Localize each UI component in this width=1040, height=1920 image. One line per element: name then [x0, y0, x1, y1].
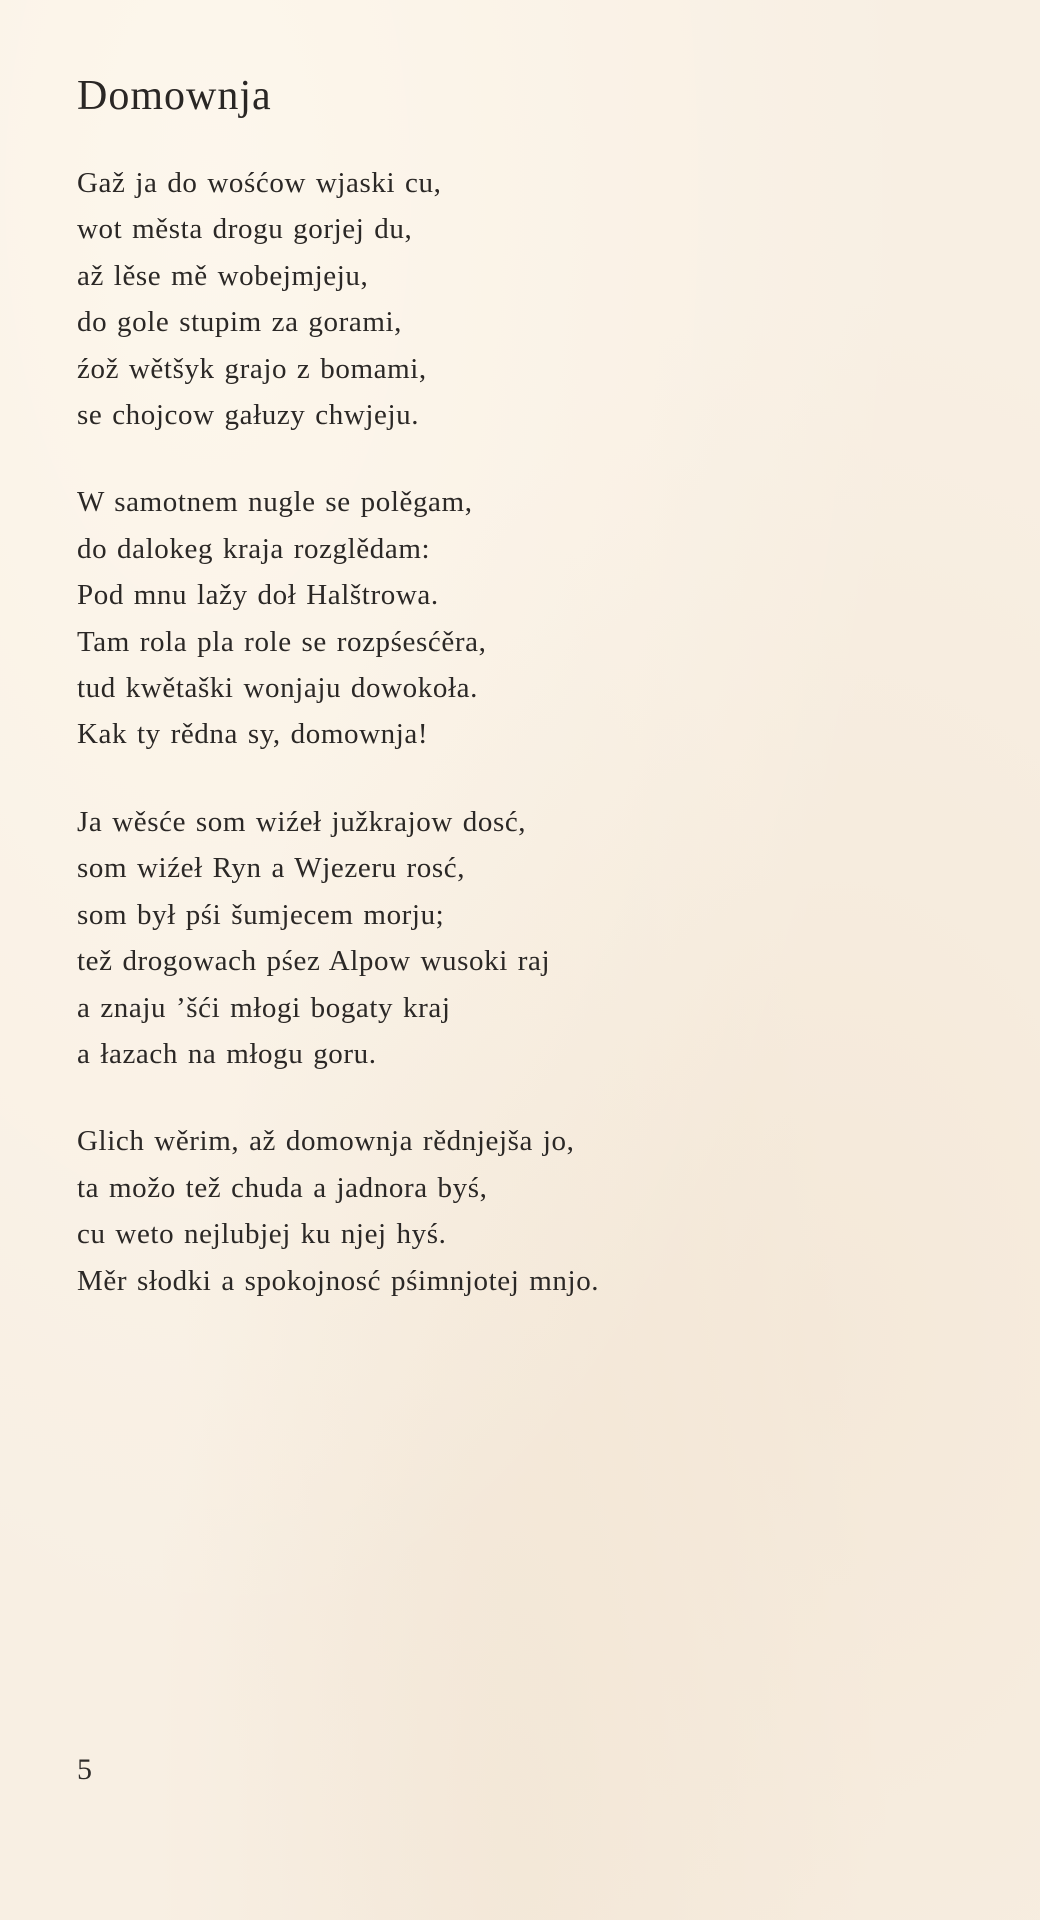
poem-line: som był pśi šumjecem morju;	[77, 898, 445, 931]
poem-line: Ja wěsće som wiźeł južkrajow dosć,	[77, 805, 527, 838]
poem-line: Kak ty rědna sy, domownja!	[77, 718, 429, 751]
poem-line: se chojcow gałuzy chwjeju.	[77, 399, 420, 432]
poem-line: do dalokeg kraja rozglědam:	[77, 532, 431, 565]
poem-line: W samotnem nugle se polěgam,	[77, 486, 473, 519]
stanza-4	[77, 1118, 599, 1304]
poem-line: Glich wěrim, až domownja rědnjejša jo,	[77, 1125, 575, 1158]
poem-line: Měr słodki a spokojnosć pśimnjotej mnjo.	[77, 1264, 600, 1297]
poem-line: cu weto nejlubjej ku njej hyś.	[77, 1218, 447, 1251]
poem-line: tud kwětaški wonjaju dowokoła.	[77, 672, 478, 705]
poem-line: źož wětšyk grajo z bomami,	[77, 352, 427, 385]
poem-line: a łazach na młogu goru.	[77, 1037, 377, 1070]
stanza-3	[77, 799, 599, 1077]
poem-line: až lěse mě wobejmjeju,	[77, 259, 369, 292]
poem-line: ta možo tež chuda a jadnora byś,	[77, 1171, 488, 1204]
poem-line: Pod mnu lažy doł Halštrowa.	[77, 579, 439, 612]
poem-title: Domownja	[77, 73, 272, 119]
stanza-1	[77, 160, 599, 438]
poem-line: Gaž ja do wośćow wjaski cu,	[77, 167, 442, 199]
poem-line: wot města drogu gorjej du,	[77, 213, 413, 246]
poem-line: tež drogowach pśez Alpow wusoki raj	[77, 945, 551, 978]
page-number: 5	[77, 1753, 92, 1786]
stanza-2	[77, 479, 599, 757]
poem-line: a znaju ’šći młogi bogaty kraj	[77, 991, 451, 1024]
poem-line: Tam rola pla role se rozpśesćěra,	[77, 625, 487, 658]
poem-line: do gole stupim za gorami,	[77, 306, 403, 339]
poem-line: som wiźeł Ryn a Wjezeru rosć,	[77, 852, 466, 885]
poem-body	[77, 160, 599, 1345]
